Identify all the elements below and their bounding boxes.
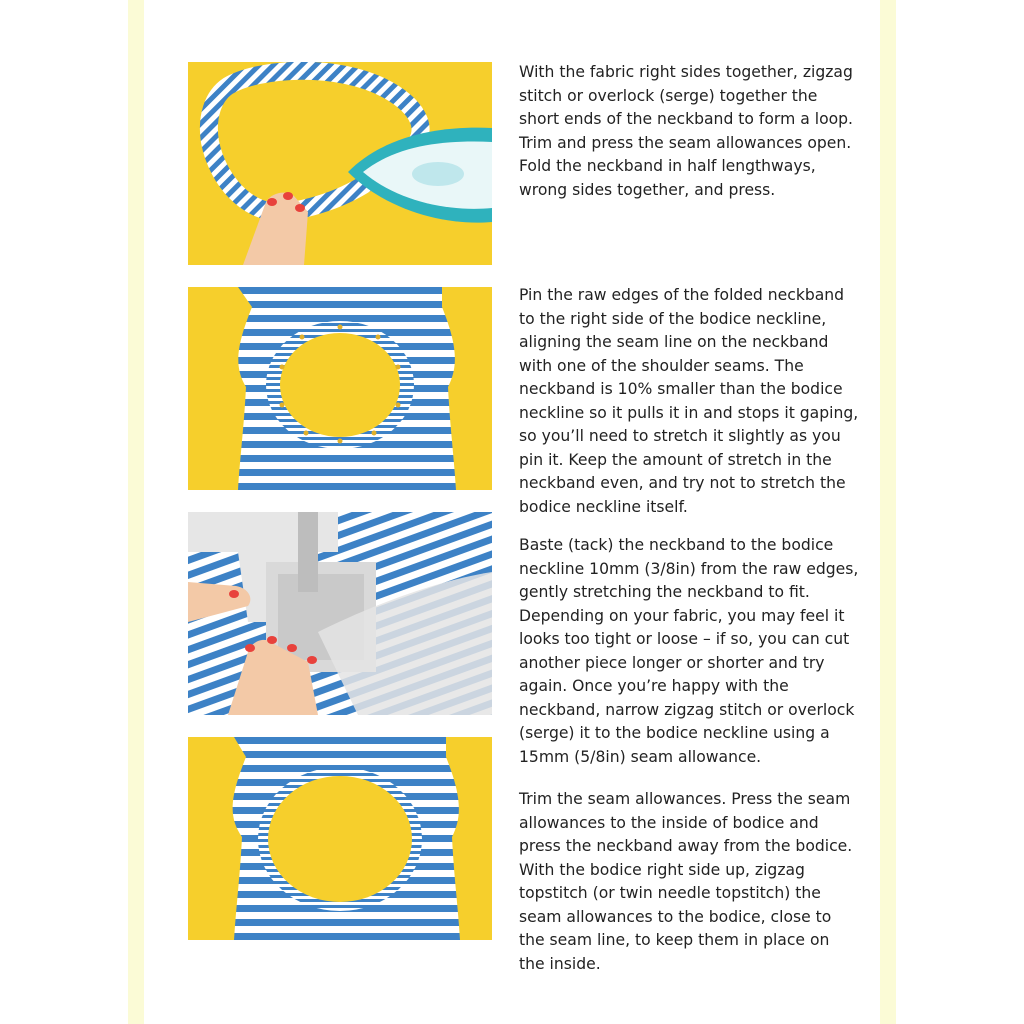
sewing-machine-illustration bbox=[188, 512, 492, 715]
pinned-bodice-illustration bbox=[188, 287, 492, 490]
step-2-instructions: Pin the raw edges of the folded neckband to the right side of the bodice neckline, aligning the seam line on the neckband with one of the shoulder seams. The neckband is 10% smaller than the bodice neckline so it pulls it in and stops it gaping, so you’ll need to stretch it slightly as you pin it. Keep the amount of stretch in the neckband even, and try not to stretch the bodice neckline itself. bbox=[519, 286, 859, 516]
left-margin-strip bbox=[128, 0, 144, 1024]
step-2-photo bbox=[188, 287, 492, 490]
step-1-photo bbox=[188, 62, 492, 265]
step-3-photo bbox=[188, 512, 492, 715]
step-4-instructions: Trim the seam allowances. Press the seam allowances to the inside of bodice and press the neckband away from the bodice. With the bodice right side up, zigzag topstitch (or twin needle topstitch) the seam allowances to the bodice, close to the seam line, to keep them in place on the inside. bbox=[519, 790, 853, 973]
step-4-photo bbox=[188, 737, 492, 940]
step-3-instructions: Baste (tack) the neckband to the bodice neckline 10mm (3/8in) from the raw edges, gently stretching the neckband to fit. Depending on your fabric, you may feel it looks too tight or loose – if so, you can cut another piece longer or shorter and try again. Once you’re happy with the neckband, narrow zigzag stitch or overlock (serge) it to the bodice neckline using a 15mm (5/8in) seam allowance. bbox=[519, 536, 859, 766]
finished-bodice-illustration bbox=[188, 737, 492, 940]
right-margin-strip bbox=[880, 0, 896, 1024]
neckband-loop-with-iron-illustration bbox=[188, 62, 492, 265]
step-1-instructions: With the fabric right sides together, zigzag stitch or overlock (serge) together the short ends of the neckband to form a loop. Trim and press the seam allowances open. Fold the neckband in half lengthways, wrong sides together, and press. bbox=[519, 63, 854, 199]
